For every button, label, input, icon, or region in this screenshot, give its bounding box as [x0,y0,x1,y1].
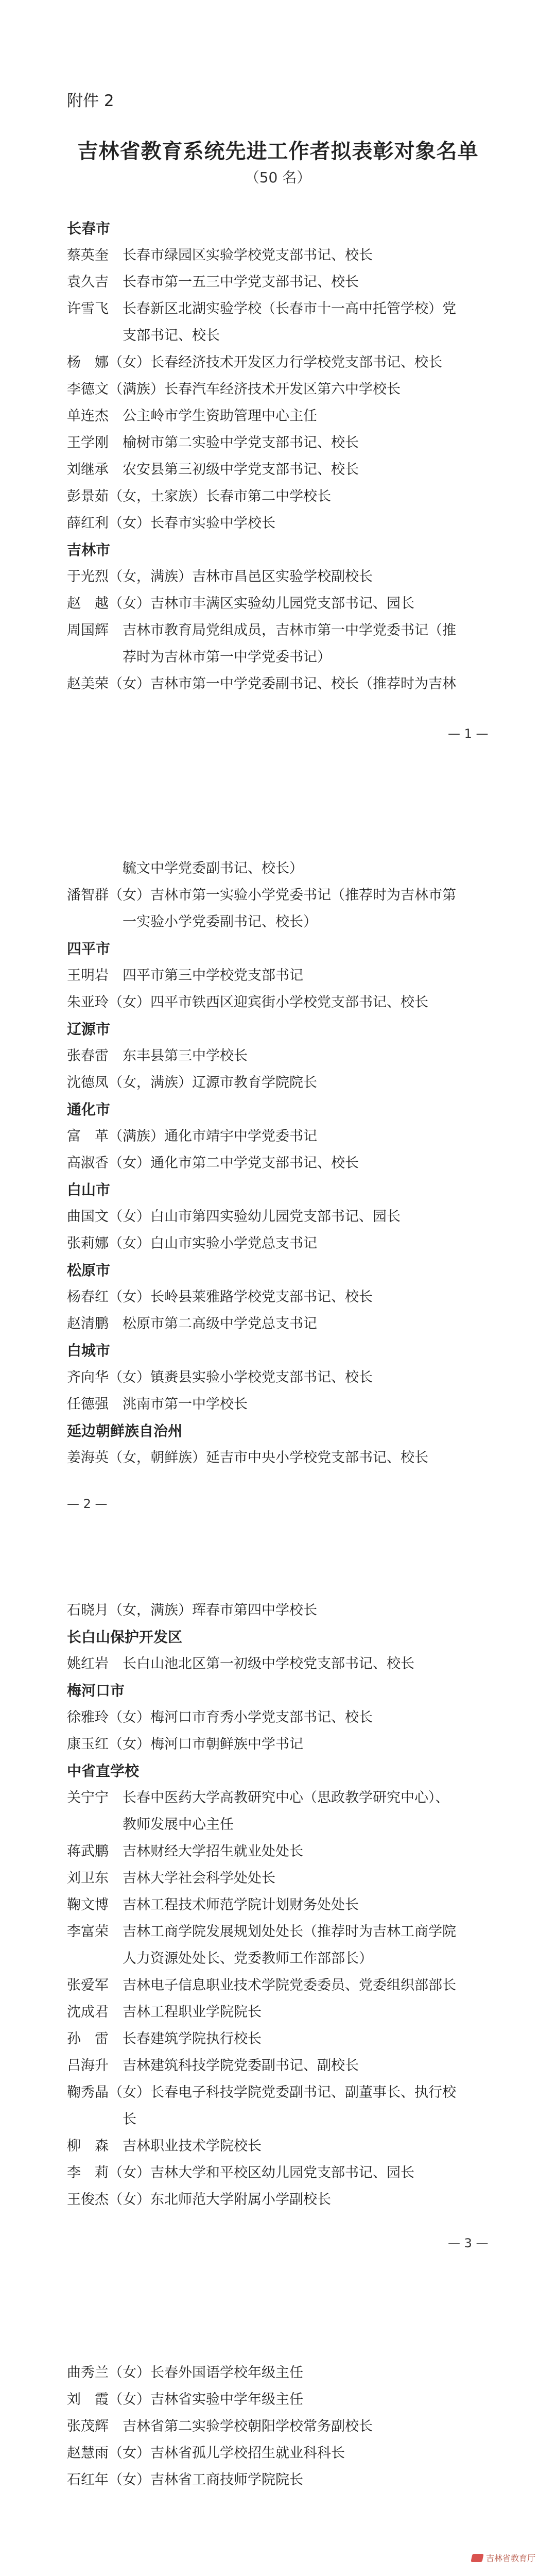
list-item: 蒋武鹏 吉林财经大学招生就业处处长 [67,1843,303,1859]
list-item: 人力资源处处长、党委教师工作部部长） [67,1951,373,1967]
list-item: 曲国文（女）白山市第四实验幼儿园党支部书记、园长 [67,1209,401,1225]
list-item: 毓文中学党委副书记、校长） [67,860,303,876]
list-item: 张莉娜（女）白山市实验小学党总支书记 [67,1235,317,1251]
list-item: 姚红岩 长白山池北区第一初级中学校党支部书记、校长 [67,1656,414,1672]
region-heading: 四平市 [67,940,111,957]
list-item: 杨 娜（女）长春经济技术开发区力行学校党支部书记、校长 [67,354,442,370]
list-item: 杨春红（女）长岭县莱雅路学校党支部书记、校长 [67,1289,373,1305]
list-item: 彭景茹（女，土家族）长春市第二中学校长 [67,488,331,504]
list-item: 鞠文博 吉林工程技术师范学院计划财务处处长 [67,1897,359,1913]
watermark-logo [472,2552,535,2564]
list-item: 教师发展中心主任 [67,1817,234,1833]
list-item: 薛红利（女）长春市实验中学校长 [67,515,275,531]
page-subtitle: （50 名） [245,169,311,186]
list-item: 潘智群（女）吉林市第一实验小学党委书记（推荐时为吉林市第 [67,887,456,903]
page-number-2: — 2 — [67,1497,108,1511]
attachment-label: 附件 2 [67,92,114,110]
list-item: 长 [67,2111,136,2127]
region-heading: 白城市 [67,1342,111,1359]
list-item: 吕海升 吉林建筑科技学院党委副书记、副校长 [67,2058,359,2074]
region-heading: 白山市 [67,1181,111,1198]
list-item: 周国辉 吉林市教育局党组成员，吉林市第一中学党委书记（推 [67,622,456,638]
list-item: 刘卫东 吉林大学社会科学处处长 [67,1870,275,1886]
list-item: 赵清鹏 松原市第二高级中学党总支书记 [67,1316,317,1332]
watermark-text: 吉林省教育厅 [485,2553,535,2563]
list-item: 张茂辉 吉林省第二实验学校朝阳学校常务副校长 [67,2418,373,2434]
list-item: 任德强 洮南市第一中学校长 [67,1396,248,1412]
page-number-1: — 1 — [448,726,489,741]
region-heading: 吉林市 [67,541,111,558]
list-item: 王学刚 榆树市第二实验中学党支部书记、校长 [67,435,359,451]
list-item: 袁久吉 长春市第一五三中学党支部书记、校长 [67,274,359,290]
list-item: 荐时为吉林市第一中学党委书记） [67,649,331,665]
list-item: 沈德凤（女，满族）辽源市教育学院院长 [67,1075,317,1091]
list-item: 姜海英（女，朝鲜族）延吉市中央小学校党支部书记、校长 [67,1450,428,1466]
list-item: 于光烈（女，满族）吉林市昌邑区实验学校副校长 [67,569,373,585]
region-heading: 辽源市 [67,1021,111,1038]
list-item: 李 莉（女）吉林大学和平校区幼儿园党支部书记、园长 [67,2165,414,2181]
list-item: 赵慧雨（女）吉林省孤儿学校招生就业科科长 [67,2445,345,2461]
watermark-icon [471,2554,483,2562]
list-item: 一实验小学党委副书记、校长） [67,914,317,930]
list-item: 朱亚玲（女）四平市铁西区迎宾街小学校党支部书记、校长 [67,994,428,1010]
list-item: 支部书记、校长 [67,328,220,344]
list-item: 曲秀兰（女）长春外国语学校年级主任 [67,2365,303,2381]
list-item: 齐向华（女）镇赉县实验小学校党支部书记、校长 [67,1369,373,1385]
page-number-3: — 3 — [448,2236,489,2250]
list-item: 赵美荣（女）吉林市第一中学党委副书记、校长（推荐时为吉林 [67,676,456,692]
list-item: 富 革（满族）通化市靖宇中学党委书记 [67,1128,317,1144]
list-item: 沈成君 吉林工程职业学院院长 [67,2004,262,2020]
region-heading: 延边朝鲜族自治州 [67,1422,183,1439]
list-item: 李德文（满族）长春汽车经济技术开发区第六中学校长 [67,381,401,397]
list-item: 刘继承 农安县第三初级中学党支部书记、校长 [67,462,359,478]
list-item: 石红年（女）吉林省工商技师学院院长 [67,2472,303,2488]
list-item: 王俊杰（女）东北师范大学附属小学副校长 [67,2192,331,2208]
list-item: 张爱军 吉林电子信息职业技术学院党委委员、党委组织部部长 [67,1977,456,1993]
list-item: 柳 森 吉林职业技术学院校长 [67,2138,262,2154]
list-item: 石晓月（女，满族）珲春市第四中学校长 [67,1602,317,1618]
list-item: 单连杰 公主岭市学生资助管理中心主任 [67,408,317,424]
list-item: 关宁宁 长春中医药大学高教研究中心（思政教学研究中心）、 [67,1790,449,1806]
page-title: 吉林省教育系统先进工作者拟表彰对象名单 [77,139,479,163]
list-item: 李富荣 吉林工商学院发展规划处处长（推荐时为吉林工商学院 [67,1924,456,1940]
region-heading: 长白山保护开发区 [67,1629,183,1646]
list-item: 康玉红（女）梅河口市朝鲜族中学书记 [67,1736,303,1752]
list-item: 许雪飞 长春新区北湖实验学校（长春市十一高中托管学校）党 [67,301,456,317]
region-heading: 长春市 [67,220,111,237]
list-item: 王明岩 四平市第三中学校党支部书记 [67,968,303,984]
region-heading: 中省直学校 [67,1762,140,1780]
list-item: 徐雅玲（女）梅河口市育秀小学党支部书记、校长 [67,1709,373,1725]
list-item: 刘 霞（女）吉林省实验中学年级主任 [67,2392,303,2408]
region-heading: 梅河口市 [67,1682,125,1699]
region-heading: 松原市 [67,1262,111,1279]
list-item: 赵 越（女）吉林市丰满区实验幼儿园党支部书记、园长 [67,596,414,612]
list-item: 高淑香（女）通化市第二中学党支部书记、校长 [67,1155,359,1171]
list-item: 蔡英奎 长春市绿园区实验学校党支部书记、校长 [67,247,373,263]
list-item: 孙 雷 长春建筑学院执行校长 [67,2031,262,2047]
list-item: 张春雷 东丰县第三中学校长 [67,1048,248,1064]
region-heading: 通化市 [67,1101,111,1118]
list-item: 鞠秀晶（女）长春电子科技学院党委副书记、副董事长、执行校 [67,2084,456,2100]
